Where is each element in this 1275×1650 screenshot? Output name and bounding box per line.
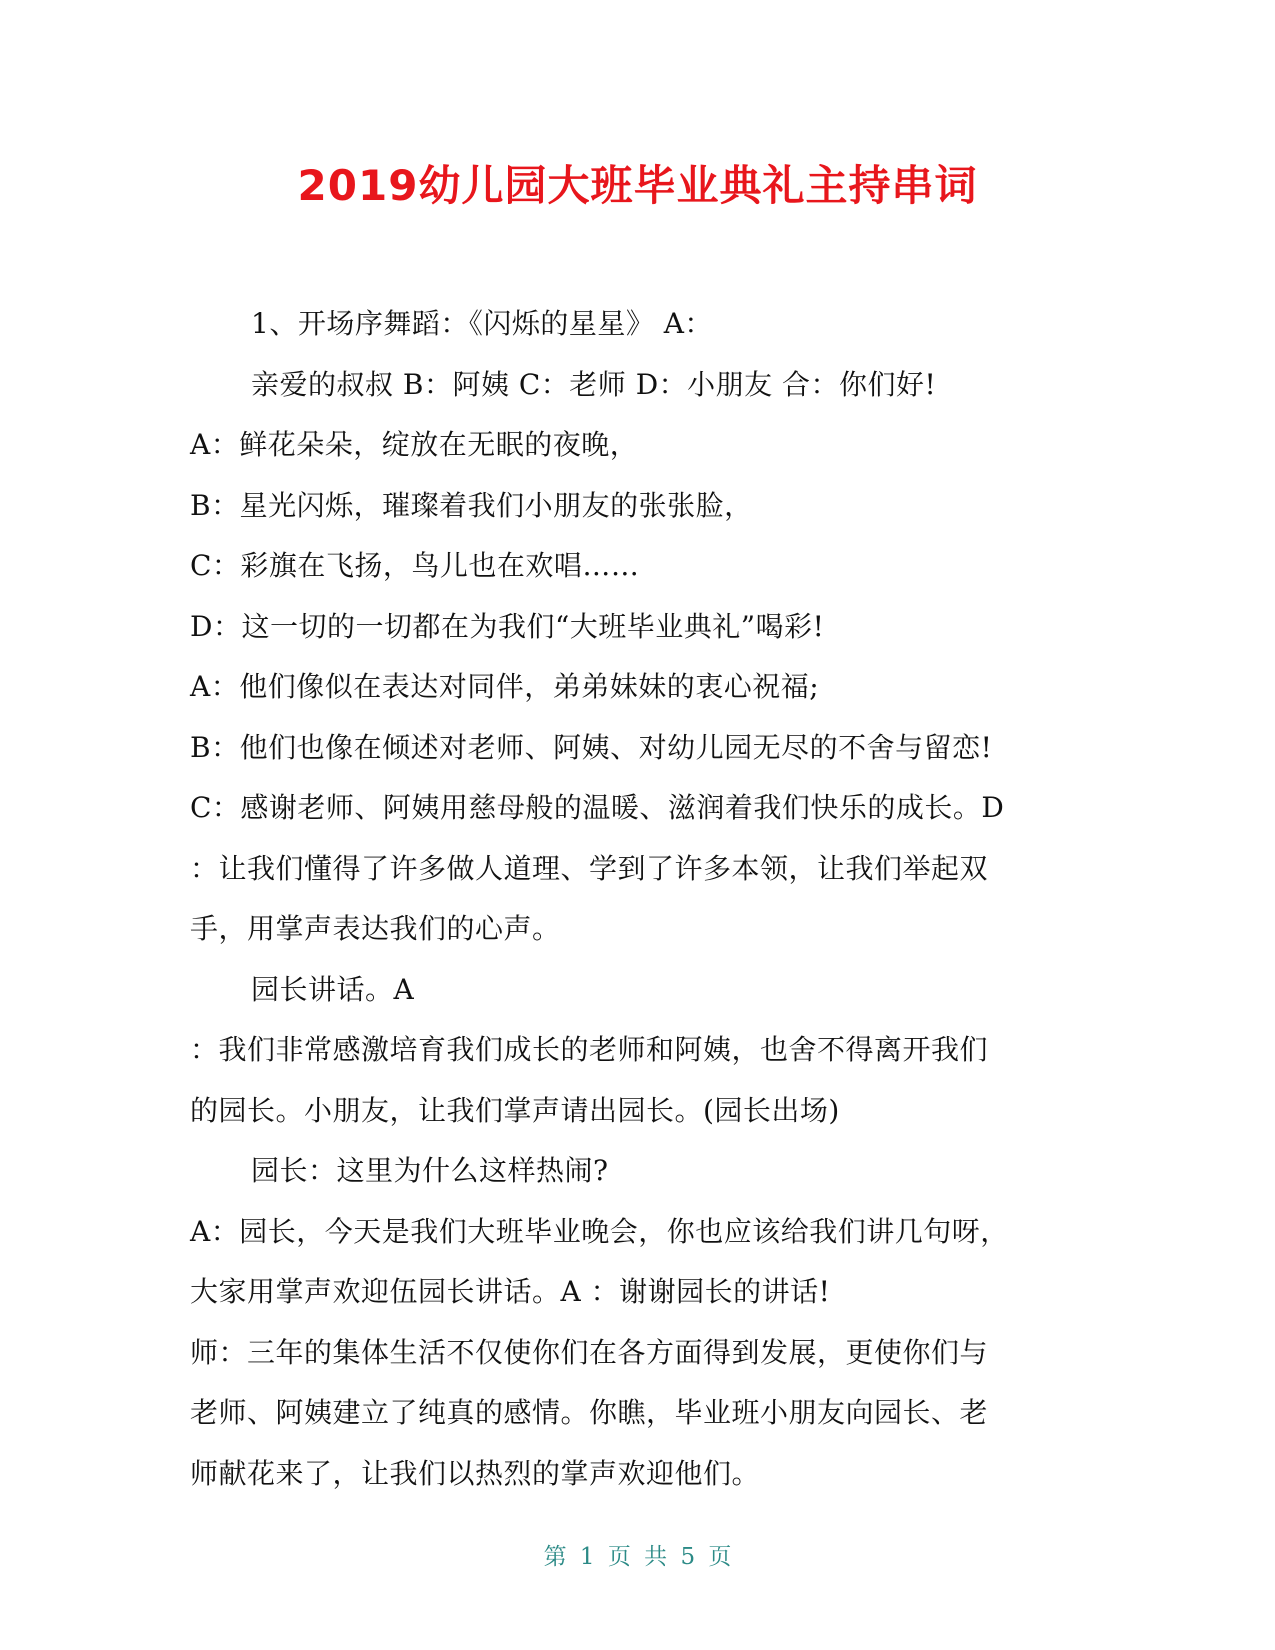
text-line: C：彩旗在飞扬，鸟儿也在欢唱…… <box>190 549 640 582</box>
text-line: ：我们非常感激培育我们成长的老师和阿姨，也舍不得离开我们 <box>190 1033 989 1066</box>
page-footer: 第 1 页 共 5 页 <box>543 1544 732 1570</box>
text-line: 1、开场序舞蹈：《闪烁的星星》 A： <box>251 307 713 340</box>
document-title: 2019幼儿园大班毕业典礼主持串词 <box>297 161 978 210</box>
text-line: 园长：这里为什么这样热闹? <box>251 1154 609 1187</box>
text-line: 大家用掌声欢迎伍园长讲话。A ：谢谢园长的讲话! <box>190 1275 831 1308</box>
text-line: D：这一切的一切都在为我们“大班毕业典礼”喝彩! <box>190 609 825 643</box>
text-line: 老师、阿姨建立了纯真的感情。你瞧，毕业班小朋友向园长、老 <box>190 1396 989 1429</box>
text-line: B：他们也像在倾述对老师、阿姨、对幼儿园无尽的不舍与留恋! <box>190 730 993 764</box>
text-line: A：鲜花朵朵，绽放在无眠的夜晚， <box>190 428 639 461</box>
text-line: 师：三年的集体生活不仅使你们在各方面得到发展，更使你们与 <box>190 1335 989 1369</box>
document-body <box>190 294 1070 1504</box>
text-line: ：让我们懂得了许多做人道理、学到了许多本领，让我们举起双 <box>190 851 989 885</box>
text-line: 园长讲话。A <box>251 972 415 1006</box>
text-line: 亲爱的叔叔 B：阿姨 C：老师 D：小朋友 合：你们好! <box>251 367 937 401</box>
text-line: 师献花来了，让我们以热烈的掌声欢迎他们。 <box>190 1456 761 1490</box>
text-line: 的园长。小朋友，让我们掌声请出园长。(园长出场) <box>190 1093 840 1127</box>
text-line: 手，用掌声表达我们的心声。 <box>190 912 561 945</box>
text-line: C：感谢老师、阿姨用慈母般的温暖、滋润着我们快乐的成长。D <box>190 791 1005 824</box>
text-line: A：他们像似在表达对同伴，弟弟妹妹的衷心祝福; <box>190 670 820 703</box>
text-line: A：园长，今天是我们大班毕业晚会，你也应该给我们讲几句呀， <box>190 1214 1009 1248</box>
text-line: B：星光闪烁，璀璨着我们小朋友的张张脸， <box>190 488 753 522</box>
